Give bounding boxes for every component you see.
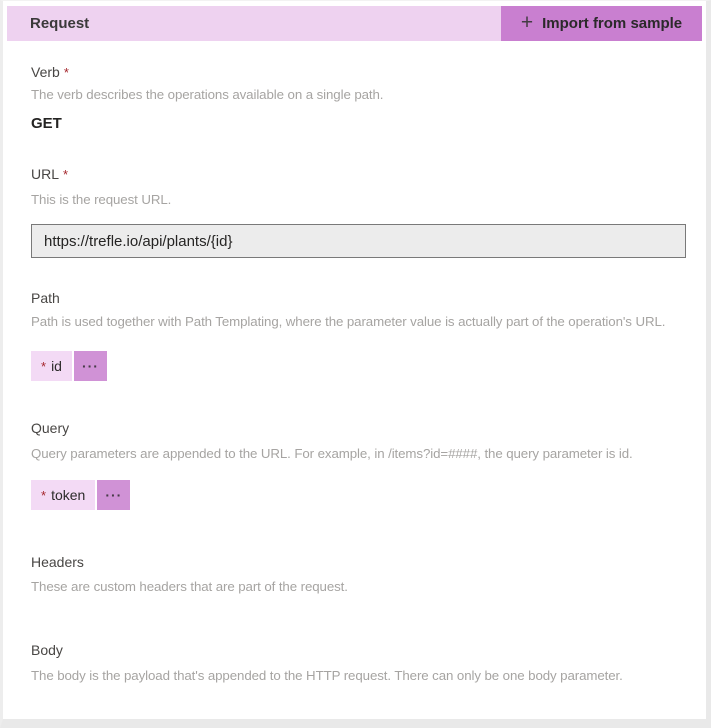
verb-description: The verb describes the operations available on a single path. — [31, 87, 384, 102]
headers-description: These are custom headers that are part of the request. — [31, 579, 348, 594]
query-label: Query — [31, 420, 70, 436]
required-asterisk: * — [63, 65, 69, 80]
query-param-menu-button[interactable] — [97, 480, 130, 510]
path-param-chip-id — [31, 351, 107, 381]
required-asterisk: * — [63, 167, 69, 182]
plus-icon: + — [520, 11, 534, 34]
ellipsis-icon: ··· — [105, 487, 123, 503]
path-label: Path — [31, 290, 60, 306]
query-param-chip-token — [31, 480, 130, 510]
param-name: token — [51, 487, 86, 503]
ellipsis-icon: ··· — [81, 358, 99, 374]
body-label: Body — [31, 642, 63, 658]
request-form — [3, 64, 706, 683]
path-param-id[interactable] — [31, 351, 72, 381]
query-param-token[interactable] — [31, 480, 95, 510]
url-input[interactable] — [31, 224, 686, 258]
url-description: This is the request URL. — [31, 192, 172, 207]
import-from-sample-button[interactable] — [501, 6, 702, 41]
url-label: URL * — [31, 166, 69, 182]
import-from-sample-label: Import from sample — [542, 15, 683, 32]
query-description: Query parameters are appended to the URL. For example, in /items?id=####, the query parameter is id. — [31, 446, 633, 461]
path-param-menu-button[interactable] — [74, 351, 107, 381]
required-asterisk: * — [41, 358, 47, 374]
body-description: The body is the payload that's appended to the HTTP request. There can only be one body parameter. — [31, 668, 623, 683]
required-asterisk: * — [41, 487, 47, 503]
headers-label: Headers — [31, 554, 84, 570]
verb-value: GET — [31, 115, 62, 132]
param-name: id — [51, 358, 62, 374]
request-header — [7, 6, 702, 41]
path-description: Path is used together with Path Templating, where the parameter value is actually part of the operation's URL. — [31, 314, 666, 329]
request-title: Request — [30, 15, 90, 32]
verb-label: Verb * — [31, 64, 69, 80]
